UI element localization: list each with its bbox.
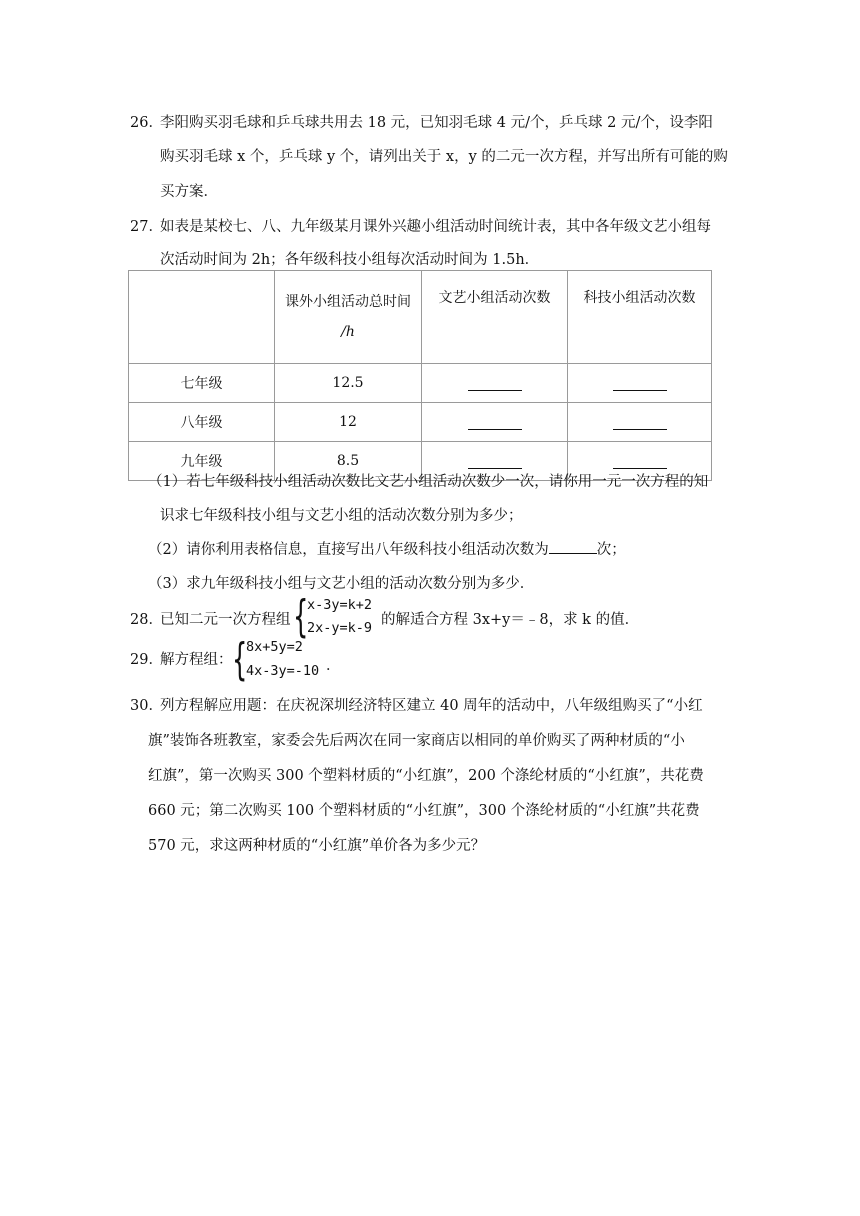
- grade-cell: 八年级: [129, 403, 275, 442]
- q27-number: 27．: [130, 219, 163, 235]
- tech-blank-cell: [568, 403, 712, 442]
- q27-part-3: （3）求九年级科技小组与文艺小组的活动次数分别为多少．: [148, 576, 535, 592]
- table-row: [129, 364, 712, 403]
- answer-blank: [613, 376, 667, 391]
- q27-part-1-line-1: （1）若七年级科技小组活动次数比文艺小组活动次数少一次，请你用一元一次方程的知: [148, 474, 709, 490]
- q28-number: 28．: [130, 612, 163, 628]
- q29-equation-2: 4x-3y=-10: [246, 663, 320, 679]
- arts-blank-cell: [422, 364, 568, 403]
- q26-line-3: 买方案．: [160, 184, 218, 200]
- q26-line-1: 李阳购买羽毛球和乒乓球共用去 18 元，已知羽毛球 4 元/个，乒乓球 2 元/个，设李阳: [160, 115, 713, 131]
- q28-equation-1: x-3y=k+2: [307, 597, 373, 613]
- q29-suffix: ．: [326, 658, 341, 674]
- table-header-cell-tech: 科技小组活动次数: [568, 271, 712, 364]
- table-header-cell-arts: 文艺小组活动次数: [422, 271, 568, 364]
- left-brace-icon: {: [232, 634, 248, 685]
- header-total-label: 课外小组活动总时间: [285, 294, 411, 310]
- q29-prefix: 解方程组：: [160, 652, 233, 668]
- answer-blank: [613, 415, 667, 430]
- q30-line-5: 570 元，求这两种材质的“小红旗”单价各为多少元？: [148, 838, 486, 854]
- q27-line-2: 次活动时间为 2h；各年级科技小组每次活动时间为 1.5h．: [160, 252, 540, 268]
- answer-blank: [468, 415, 522, 430]
- q27-part-1-line-2: 识求七年级科技小组与文艺小组的活动次数分别为多少；: [160, 508, 523, 524]
- q29-equation-1: 8x+5y=2: [246, 639, 303, 655]
- answer-blank: [549, 539, 597, 554]
- q27-part-2-text: （2）请你利用表格信息，直接写出八年级科技小组活动次数为: [148, 542, 549, 558]
- q30-line-2: 旗”装饰各班教室，家委会先后两次在同一家商店以相同的单价购买了两种材质的“小: [148, 733, 685, 749]
- grade-cell: 九年级: [129, 442, 275, 481]
- q27-part-2-suffix: 次；: [596, 542, 626, 558]
- left-brace-icon: {: [293, 591, 309, 642]
- q30-line-3: 红旗”，第一次购买 300 个塑料材质的“小红旗”，200 个涤纶材质的“小红旗”，共花费: [148, 768, 704, 784]
- q28-suffix: 的解适合方程 3x+y＝﹣8，求 k 的值．: [381, 612, 640, 628]
- answer-blank: [468, 376, 522, 391]
- q27-line-1: 如表是某校七、八、九年级某月课外兴趣小组活动时间统计表，其中各年级文艺小组每: [160, 219, 711, 235]
- q28-prefix: 已知二元一次方程组: [160, 612, 291, 628]
- q26-line-2: 购买羽毛球 x 个，乒乓球 y 个，请列出关于 x，y 的二元一次方程，并写出所有可能的购: [160, 149, 728, 165]
- table-header-cell-empty: [129, 271, 275, 364]
- answer-blank: [468, 454, 522, 469]
- q26-number: 26．: [130, 115, 163, 131]
- arts-blank-cell: [422, 403, 568, 442]
- total-cell: 12.5: [275, 364, 422, 403]
- table-header-cell-total: [275, 271, 422, 364]
- table-header-row: [129, 271, 712, 364]
- q27-part-2: [148, 538, 626, 559]
- activity-stats-table: [128, 270, 712, 481]
- grade-cell: 七年级: [129, 364, 275, 403]
- total-cell: 8.5: [275, 442, 422, 481]
- table-row: [129, 403, 712, 442]
- q29-number: 29．: [130, 652, 163, 668]
- q30-line-4: 660 元；第二次购买 100 个塑料材质的“小红旗”，300 个涤纶材质的“小红旗”共花费: [148, 803, 700, 819]
- total-cell: 12: [275, 403, 422, 442]
- q30-line-1: 列方程解应用题：在庆祝深圳经济特区建立 40 周年的活动中，八年级组购买了“小红: [160, 698, 703, 714]
- tech-blank-cell: [568, 364, 712, 403]
- q28-equation-2: 2x-y=k-9: [307, 620, 373, 636]
- q30-number: 30．: [130, 698, 163, 714]
- answer-blank: [613, 454, 667, 469]
- header-total-unit: /h: [341, 324, 355, 340]
